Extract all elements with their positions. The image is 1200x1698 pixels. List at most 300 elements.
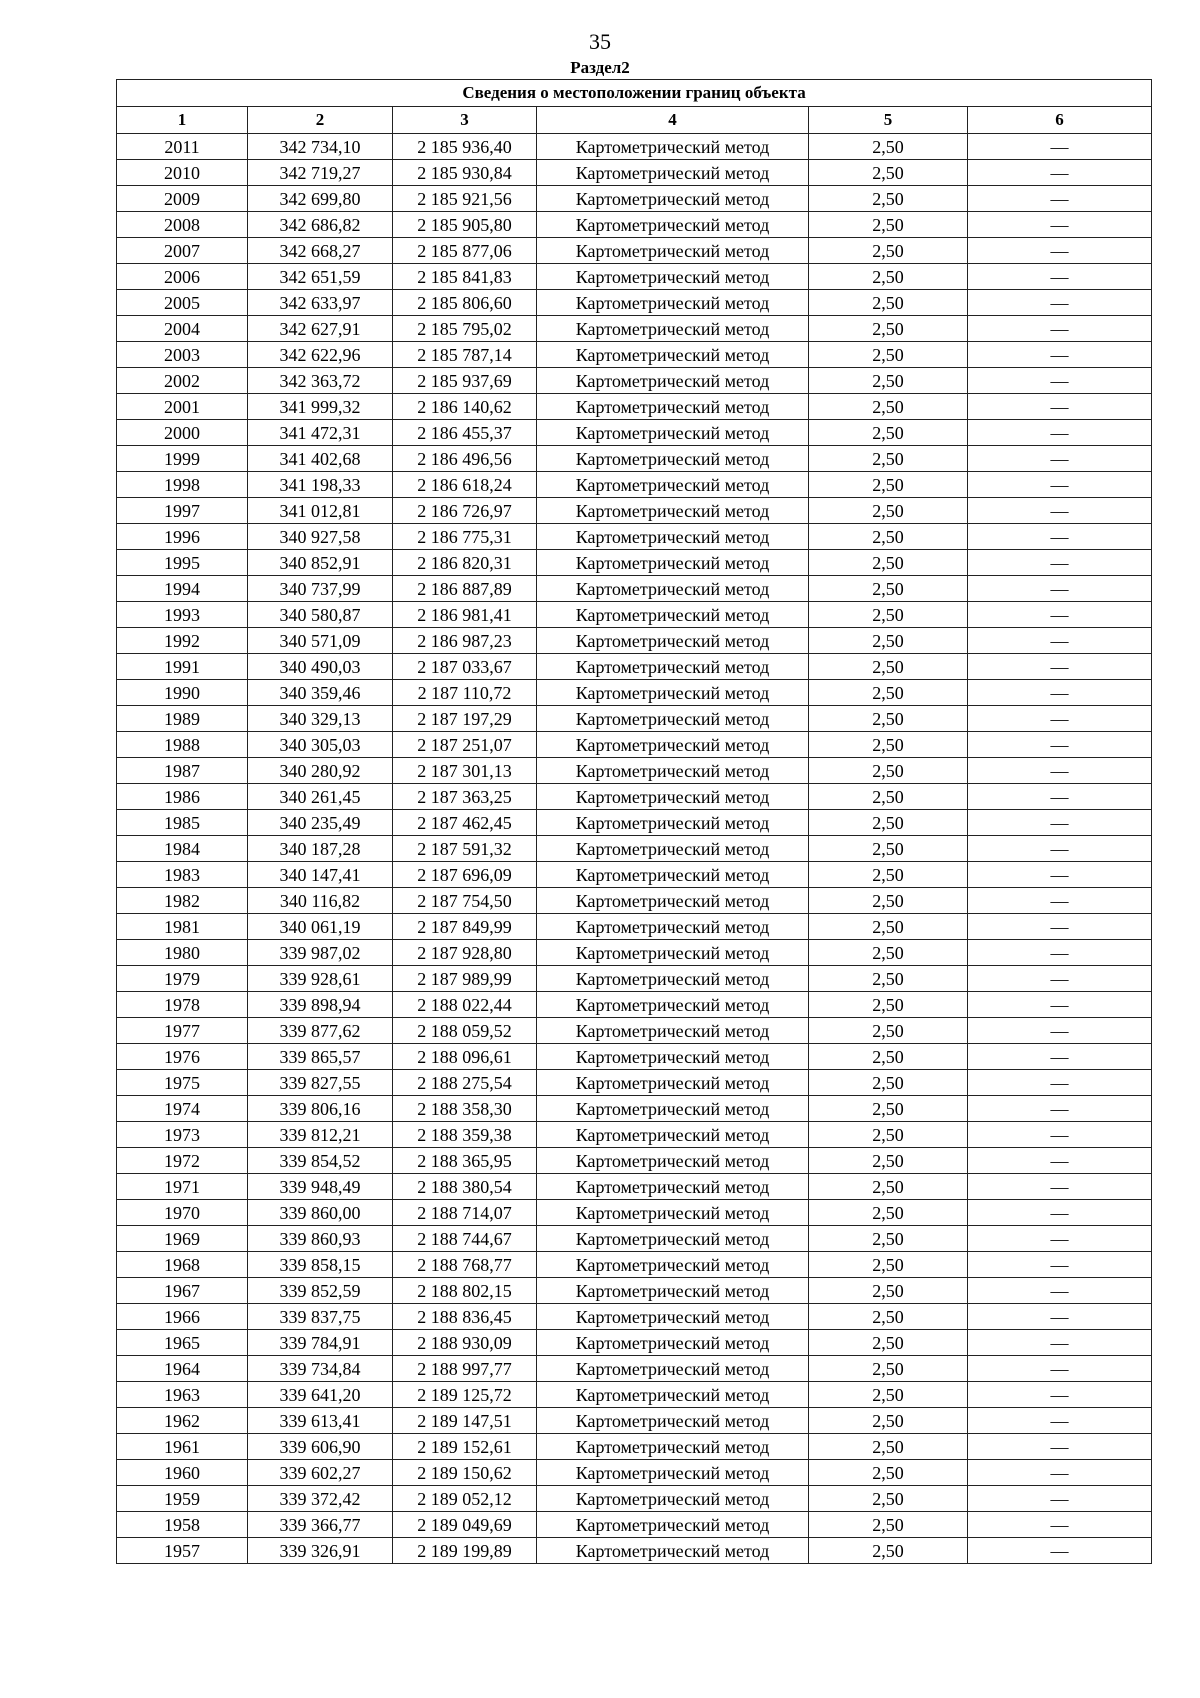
x-coordinate-cell: 342 627,91 (248, 316, 393, 342)
x-coordinate-cell: 342 734,10 (248, 134, 393, 160)
method-cell: Картометрический метод (537, 290, 809, 316)
note-cell: — (968, 394, 1152, 420)
table-caption: Сведения о местоположении границ объекта (117, 80, 1152, 107)
x-coordinate-cell: 341 012,81 (248, 498, 393, 524)
accuracy-cell: 2,50 (809, 1096, 968, 1122)
accuracy-cell: 2,50 (809, 602, 968, 628)
method-cell: Картометрический метод (537, 1304, 809, 1330)
x-coordinate-cell: 340 261,45 (248, 784, 393, 810)
table-row (117, 550, 1152, 576)
accuracy-cell: 2,50 (809, 862, 968, 888)
accuracy-cell: 2,50 (809, 212, 968, 238)
table-row (117, 290, 1152, 316)
y-coordinate-cell: 2 187 754,50 (393, 888, 537, 914)
table-row (117, 888, 1152, 914)
accuracy-cell: 2,50 (809, 342, 968, 368)
point-number-cell: 1972 (117, 1148, 248, 1174)
method-cell: Картометрический метод (537, 1200, 809, 1226)
table-row (117, 576, 1152, 602)
note-cell: — (968, 888, 1152, 914)
point-number-cell: 1995 (117, 550, 248, 576)
accuracy-cell: 2,50 (809, 706, 968, 732)
point-number-cell: 2007 (117, 238, 248, 264)
y-coordinate-cell: 2 189 152,61 (393, 1434, 537, 1460)
method-cell: Картометрический метод (537, 238, 809, 264)
x-coordinate-cell: 341 999,32 (248, 394, 393, 420)
note-cell: — (968, 1304, 1152, 1330)
note-cell: — (968, 1018, 1152, 1044)
method-cell: Картометрический метод (537, 498, 809, 524)
point-number-cell: 1983 (117, 862, 248, 888)
method-cell: Картометрический метод (537, 706, 809, 732)
y-coordinate-cell: 2 189 049,69 (393, 1512, 537, 1538)
column-header: 6 (968, 107, 1152, 134)
x-coordinate-cell: 340 927,58 (248, 524, 393, 550)
note-cell: — (968, 810, 1152, 836)
accuracy-cell: 2,50 (809, 316, 968, 342)
point-number-cell: 1959 (117, 1486, 248, 1512)
method-cell: Картометрический метод (537, 1174, 809, 1200)
x-coordinate-cell: 340 359,46 (248, 680, 393, 706)
y-coordinate-cell: 2 187 251,07 (393, 732, 537, 758)
note-cell: — (968, 914, 1152, 940)
point-number-cell: 1982 (117, 888, 248, 914)
table-row (117, 1278, 1152, 1304)
point-number-cell: 2004 (117, 316, 248, 342)
accuracy-cell: 2,50 (809, 1512, 968, 1538)
y-coordinate-cell: 2 185 795,02 (393, 316, 537, 342)
point-number-cell: 1978 (117, 992, 248, 1018)
point-number-cell: 1966 (117, 1304, 248, 1330)
accuracy-cell: 2,50 (809, 1174, 968, 1200)
x-coordinate-cell: 340 116,82 (248, 888, 393, 914)
point-number-cell: 1965 (117, 1330, 248, 1356)
x-coordinate-cell: 339 858,15 (248, 1252, 393, 1278)
accuracy-cell: 2,50 (809, 1408, 968, 1434)
note-cell: — (968, 836, 1152, 862)
method-cell: Картометрический метод (537, 1330, 809, 1356)
point-number-cell: 1993 (117, 602, 248, 628)
note-cell: — (968, 134, 1152, 160)
accuracy-cell: 2,50 (809, 498, 968, 524)
y-coordinate-cell: 2 186 455,37 (393, 420, 537, 446)
x-coordinate-cell: 342 668,27 (248, 238, 393, 264)
accuracy-cell: 2,50 (809, 576, 968, 602)
table-row (117, 1356, 1152, 1382)
column-header: 1 (117, 107, 248, 134)
x-coordinate-cell: 340 737,99 (248, 576, 393, 602)
column-header: 5 (809, 107, 968, 134)
method-cell: Картометрический метод (537, 368, 809, 394)
y-coordinate-cell: 2 188 836,45 (393, 1304, 537, 1330)
y-coordinate-cell: 2 186 496,56 (393, 446, 537, 472)
point-number-cell: 1958 (117, 1512, 248, 1538)
y-coordinate-cell: 2 187 110,72 (393, 680, 537, 706)
point-number-cell: 1988 (117, 732, 248, 758)
note-cell: — (968, 680, 1152, 706)
table-row (117, 316, 1152, 342)
method-cell: Картометрический метод (537, 342, 809, 368)
y-coordinate-cell: 2 186 981,41 (393, 602, 537, 628)
point-number-cell: 1964 (117, 1356, 248, 1382)
y-coordinate-cell: 2 188 365,95 (393, 1148, 537, 1174)
point-number-cell: 2001 (117, 394, 248, 420)
y-coordinate-cell: 2 189 125,72 (393, 1382, 537, 1408)
point-number-cell: 1994 (117, 576, 248, 602)
note-cell: — (968, 966, 1152, 992)
note-cell: — (968, 160, 1152, 186)
note-cell: — (968, 862, 1152, 888)
accuracy-cell: 2,50 (809, 1044, 968, 1070)
note-cell: — (968, 264, 1152, 290)
x-coordinate-cell: 342 633,97 (248, 290, 393, 316)
y-coordinate-cell: 2 189 199,89 (393, 1538, 537, 1564)
note-cell: — (968, 1226, 1152, 1252)
table-row (117, 732, 1152, 758)
accuracy-cell: 2,50 (809, 1304, 968, 1330)
method-cell: Картометрический метод (537, 940, 809, 966)
method-cell: Картометрический метод (537, 654, 809, 680)
table-row (117, 628, 1152, 654)
note-cell: — (968, 1408, 1152, 1434)
y-coordinate-cell: 2 185 841,83 (393, 264, 537, 290)
x-coordinate-cell: 340 147,41 (248, 862, 393, 888)
method-cell: Картометрический метод (537, 1018, 809, 1044)
method-cell: Картометрический метод (537, 1434, 809, 1460)
method-cell: Картометрический метод (537, 1512, 809, 1538)
y-coordinate-cell: 2 187 696,09 (393, 862, 537, 888)
accuracy-cell: 2,50 (809, 966, 968, 992)
note-cell: — (968, 576, 1152, 602)
method-cell: Картометрический метод (537, 1382, 809, 1408)
point-number-cell: 1973 (117, 1122, 248, 1148)
note-cell: — (968, 1434, 1152, 1460)
method-cell: Картометрический метод (537, 758, 809, 784)
x-coordinate-cell: 339 372,42 (248, 1486, 393, 1512)
table-row (117, 1096, 1152, 1122)
x-coordinate-cell: 339 987,02 (248, 940, 393, 966)
accuracy-cell: 2,50 (809, 1356, 968, 1382)
point-number-cell: 2011 (117, 134, 248, 160)
x-coordinate-cell: 339 602,27 (248, 1460, 393, 1486)
note-cell: — (968, 1460, 1152, 1486)
method-cell: Картометрический метод (537, 1408, 809, 1434)
point-number-cell: 1957 (117, 1538, 248, 1564)
x-coordinate-cell: 339 812,21 (248, 1122, 393, 1148)
x-coordinate-cell: 342 622,96 (248, 342, 393, 368)
accuracy-cell: 2,50 (809, 1070, 968, 1096)
method-cell: Картометрический метод (537, 810, 809, 836)
point-number-cell: 1976 (117, 1044, 248, 1070)
y-coordinate-cell: 2 187 989,99 (393, 966, 537, 992)
point-number-cell: 2000 (117, 420, 248, 446)
note-cell: — (968, 706, 1152, 732)
method-cell: Картометрический метод (537, 446, 809, 472)
note-cell: — (968, 368, 1152, 394)
table-row (117, 784, 1152, 810)
x-coordinate-cell: 339 898,94 (248, 992, 393, 1018)
x-coordinate-cell: 339 852,59 (248, 1278, 393, 1304)
point-number-cell: 1968 (117, 1252, 248, 1278)
table-row (117, 1200, 1152, 1226)
method-cell: Картометрический метод (537, 524, 809, 550)
method-cell: Картометрический метод (537, 992, 809, 1018)
table-row (117, 654, 1152, 680)
point-number-cell: 1980 (117, 940, 248, 966)
method-cell: Картометрический метод (537, 732, 809, 758)
method-cell: Картометрический метод (537, 1096, 809, 1122)
y-coordinate-cell: 2 188 802,15 (393, 1278, 537, 1304)
note-cell: — (968, 342, 1152, 368)
note-cell: — (968, 316, 1152, 342)
table-caption-row (117, 80, 1152, 107)
method-cell: Картометрический метод (537, 264, 809, 290)
point-number-cell: 2009 (117, 186, 248, 212)
y-coordinate-cell: 2 186 887,89 (393, 576, 537, 602)
y-coordinate-cell: 2 185 930,84 (393, 160, 537, 186)
table-row (117, 212, 1152, 238)
method-cell: Картометрический метод (537, 550, 809, 576)
x-coordinate-cell: 339 784,91 (248, 1330, 393, 1356)
point-number-cell: 2010 (117, 160, 248, 186)
y-coordinate-cell: 2 188 359,38 (393, 1122, 537, 1148)
x-coordinate-cell: 340 235,49 (248, 810, 393, 836)
y-coordinate-cell: 2 185 921,56 (393, 186, 537, 212)
point-number-cell: 2005 (117, 290, 248, 316)
point-number-cell: 1984 (117, 836, 248, 862)
y-coordinate-cell: 2 185 787,14 (393, 342, 537, 368)
accuracy-cell: 2,50 (809, 836, 968, 862)
note-cell: — (968, 1382, 1152, 1408)
x-coordinate-cell: 339 877,62 (248, 1018, 393, 1044)
method-cell: Картометрический метод (537, 576, 809, 602)
note-cell: — (968, 602, 1152, 628)
x-coordinate-cell: 339 806,16 (248, 1096, 393, 1122)
x-coordinate-cell: 339 326,91 (248, 1538, 393, 1564)
table-row (117, 134, 1152, 160)
point-number-cell: 1977 (117, 1018, 248, 1044)
note-cell: — (968, 1330, 1152, 1356)
point-number-cell: 1970 (117, 1200, 248, 1226)
x-coordinate-cell: 340 490,03 (248, 654, 393, 680)
accuracy-cell: 2,50 (809, 1434, 968, 1460)
method-cell: Картометрический метод (537, 1486, 809, 1512)
point-number-cell: 1960 (117, 1460, 248, 1486)
y-coordinate-cell: 2 189 052,12 (393, 1486, 537, 1512)
x-coordinate-cell: 340 187,28 (248, 836, 393, 862)
accuracy-cell: 2,50 (809, 1122, 968, 1148)
table-row (117, 1148, 1152, 1174)
x-coordinate-cell: 340 580,87 (248, 602, 393, 628)
x-coordinate-cell: 340 305,03 (248, 732, 393, 758)
x-coordinate-cell: 340 571,09 (248, 628, 393, 654)
coordinates-table (116, 79, 1152, 1564)
accuracy-cell: 2,50 (809, 1538, 968, 1564)
point-number-cell: 1985 (117, 810, 248, 836)
accuracy-cell: 2,50 (809, 1486, 968, 1512)
y-coordinate-cell: 2 186 618,24 (393, 472, 537, 498)
column-header: 2 (248, 107, 393, 134)
point-number-cell: 2008 (117, 212, 248, 238)
accuracy-cell: 2,50 (809, 160, 968, 186)
table-row (117, 1486, 1152, 1512)
y-coordinate-cell: 2 186 775,31 (393, 524, 537, 550)
accuracy-cell: 2,50 (809, 1460, 968, 1486)
accuracy-cell: 2,50 (809, 758, 968, 784)
method-cell: Картометрический метод (537, 186, 809, 212)
note-cell: — (968, 420, 1152, 446)
accuracy-cell: 2,50 (809, 888, 968, 914)
note-cell: — (968, 446, 1152, 472)
table-row (117, 1382, 1152, 1408)
x-coordinate-cell: 339 854,52 (248, 1148, 393, 1174)
table-row (117, 446, 1152, 472)
note-cell: — (968, 1122, 1152, 1148)
y-coordinate-cell: 2 188 930,09 (393, 1330, 537, 1356)
note-cell: — (968, 550, 1152, 576)
y-coordinate-cell: 2 188 768,77 (393, 1252, 537, 1278)
table-body (117, 134, 1152, 1564)
x-coordinate-cell: 339 641,20 (248, 1382, 393, 1408)
table-row (117, 1434, 1152, 1460)
table-row (117, 758, 1152, 784)
x-coordinate-cell: 342 651,59 (248, 264, 393, 290)
accuracy-cell: 2,50 (809, 290, 968, 316)
method-cell: Картометрический метод (537, 784, 809, 810)
point-number-cell: 1962 (117, 1408, 248, 1434)
note-cell: — (968, 940, 1152, 966)
accuracy-cell: 2,50 (809, 914, 968, 940)
point-number-cell: 1987 (117, 758, 248, 784)
table-row (117, 342, 1152, 368)
method-cell: Картометрический метод (537, 1538, 809, 1564)
x-coordinate-cell: 339 734,84 (248, 1356, 393, 1382)
y-coordinate-cell: 2 187 928,80 (393, 940, 537, 966)
table-row (117, 1252, 1152, 1278)
table-row (117, 810, 1152, 836)
y-coordinate-cell: 2 187 301,13 (393, 758, 537, 784)
x-coordinate-cell: 340 280,92 (248, 758, 393, 784)
y-coordinate-cell: 2 187 363,25 (393, 784, 537, 810)
note-cell: — (968, 1278, 1152, 1304)
y-coordinate-cell: 2 187 197,29 (393, 706, 537, 732)
note-cell: — (968, 758, 1152, 784)
table-row (117, 1408, 1152, 1434)
point-number-cell: 1967 (117, 1278, 248, 1304)
y-coordinate-cell: 2 188 022,44 (393, 992, 537, 1018)
note-cell: — (968, 1252, 1152, 1278)
point-number-cell: 1986 (117, 784, 248, 810)
method-cell: Картометрический метод (537, 836, 809, 862)
y-coordinate-cell: 2 188 744,67 (393, 1226, 537, 1252)
accuracy-cell: 2,50 (809, 784, 968, 810)
y-coordinate-cell: 2 188 380,54 (393, 1174, 537, 1200)
method-cell: Картометрический метод (537, 966, 809, 992)
table-row (117, 680, 1152, 706)
point-number-cell: 1975 (117, 1070, 248, 1096)
note-cell: — (968, 472, 1152, 498)
method-cell: Картометрический метод (537, 914, 809, 940)
y-coordinate-cell: 2 188 997,77 (393, 1356, 537, 1382)
point-number-cell: 2002 (117, 368, 248, 394)
x-coordinate-cell: 339 860,93 (248, 1226, 393, 1252)
accuracy-cell: 2,50 (809, 238, 968, 264)
point-number-cell: 1996 (117, 524, 248, 550)
note-cell: — (968, 1070, 1152, 1096)
note-cell: — (968, 732, 1152, 758)
y-coordinate-cell: 2 188 096,61 (393, 1044, 537, 1070)
method-cell: Картометрический метод (537, 602, 809, 628)
table-row (117, 992, 1152, 1018)
y-coordinate-cell: 2 185 936,40 (393, 134, 537, 160)
x-coordinate-cell: 339 606,90 (248, 1434, 393, 1460)
method-cell: Картометрический метод (537, 680, 809, 706)
note-cell: — (968, 238, 1152, 264)
note-cell: — (968, 628, 1152, 654)
note-cell: — (968, 1512, 1152, 1538)
accuracy-cell: 2,50 (809, 1382, 968, 1408)
x-coordinate-cell: 342 719,27 (248, 160, 393, 186)
y-coordinate-cell: 2 186 820,31 (393, 550, 537, 576)
method-cell: Картометрический метод (537, 1044, 809, 1070)
point-number-cell: 1974 (117, 1096, 248, 1122)
y-coordinate-cell: 2 188 358,30 (393, 1096, 537, 1122)
method-cell: Картометрический метод (537, 888, 809, 914)
table-row (117, 1460, 1152, 1486)
x-coordinate-cell: 339 948,49 (248, 1174, 393, 1200)
accuracy-cell: 2,50 (809, 1330, 968, 1356)
method-cell: Картометрический метод (537, 862, 809, 888)
y-coordinate-cell: 2 185 806,60 (393, 290, 537, 316)
y-coordinate-cell: 2 186 726,97 (393, 498, 537, 524)
table-row (117, 966, 1152, 992)
method-cell: Картометрический метод (537, 160, 809, 186)
note-cell: — (968, 186, 1152, 212)
note-cell: — (968, 1096, 1152, 1122)
point-number-cell: 1963 (117, 1382, 248, 1408)
method-cell: Картометрический метод (537, 212, 809, 238)
point-number-cell: 2006 (117, 264, 248, 290)
table-row (117, 524, 1152, 550)
point-number-cell: 1969 (117, 1226, 248, 1252)
table-row (117, 420, 1152, 446)
table-row (117, 160, 1152, 186)
note-cell: — (968, 498, 1152, 524)
x-coordinate-cell: 340 852,91 (248, 550, 393, 576)
method-cell: Картометрический метод (537, 1252, 809, 1278)
method-cell: Картометрический метод (537, 472, 809, 498)
y-coordinate-cell: 2 186 987,23 (393, 628, 537, 654)
note-cell: — (968, 784, 1152, 810)
point-number-cell: 1992 (117, 628, 248, 654)
note-cell: — (968, 1044, 1152, 1070)
method-cell: Картометрический метод (537, 134, 809, 160)
point-number-cell: 1997 (117, 498, 248, 524)
y-coordinate-cell: 2 185 905,80 (393, 212, 537, 238)
point-number-cell: 1999 (117, 446, 248, 472)
x-coordinate-cell: 339 837,75 (248, 1304, 393, 1330)
table-row (117, 836, 1152, 862)
y-coordinate-cell: 2 185 877,06 (393, 238, 537, 264)
method-cell: Картометрический метод (537, 1226, 809, 1252)
point-number-cell: 1989 (117, 706, 248, 732)
accuracy-cell: 2,50 (809, 1148, 968, 1174)
accuracy-cell: 2,50 (809, 186, 968, 212)
table-row (117, 1070, 1152, 1096)
table-row (117, 186, 1152, 212)
point-number-cell: 2003 (117, 342, 248, 368)
x-coordinate-cell: 341 198,33 (248, 472, 393, 498)
